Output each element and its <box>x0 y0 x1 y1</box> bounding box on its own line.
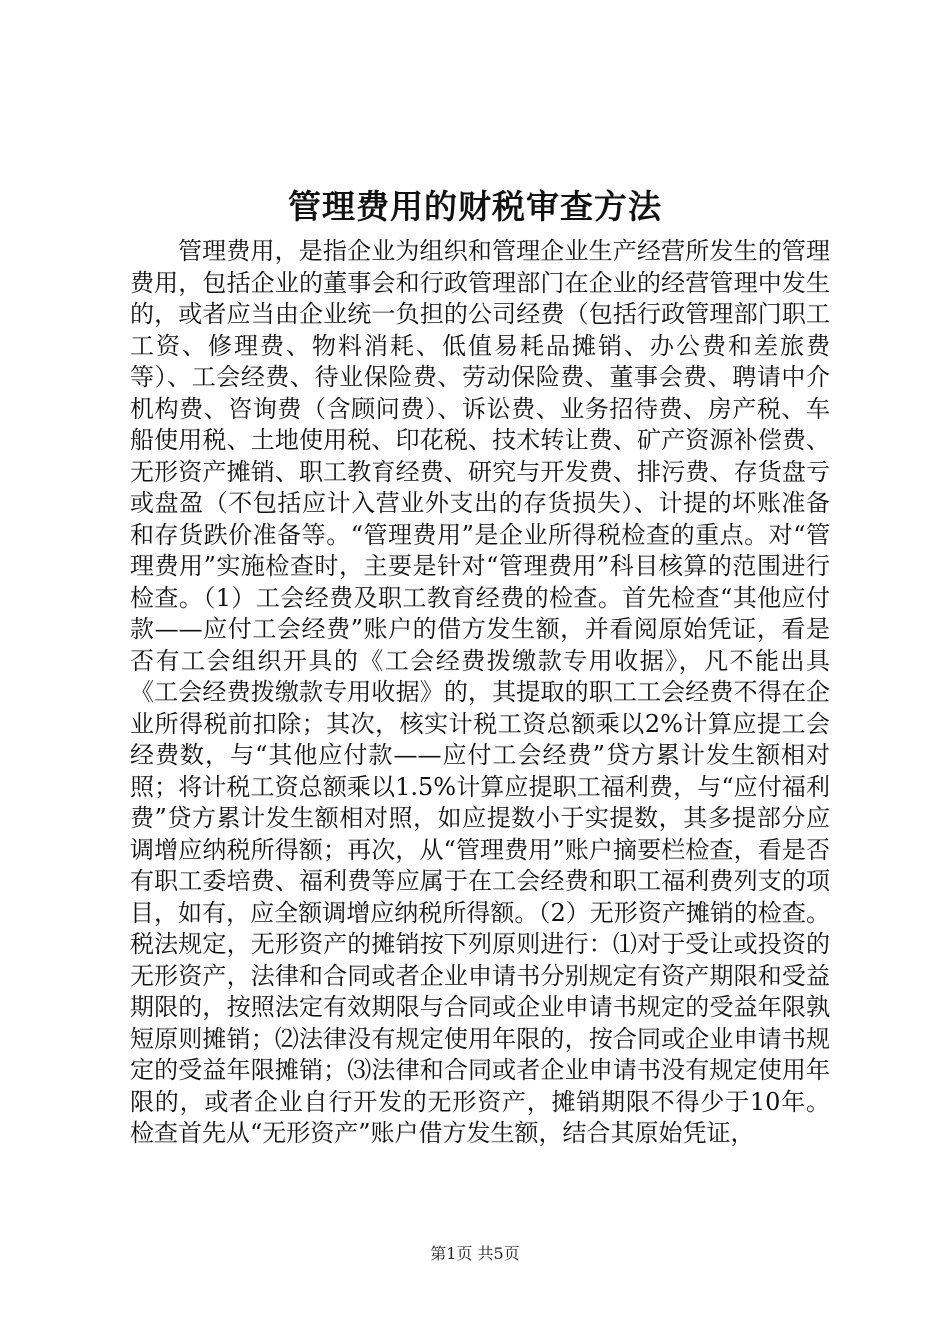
page-number-footer: 第1页 共5页 <box>430 1244 520 1263</box>
document-body-paragraph: 管理费用，是指企业为组织和管理企业生产经营所发生的管理费用，包括企业的董事会和行政管理部门在企业的经营管理中发生的，或者应当由企业统一负担的公司经费（包括行政管理部门职工工资、修理费、物料消耗、低值易耗品摊销、办公费和差旅费等）、工会经费、待业保险费、劳动保险费、董事会费、聘请中介机构费、咨询费（含顾问费）、诉讼费、业务招待费、房产税、车船使用税、土地使用税、印花税、技术转让费、矿产资源补偿费、无形资产摊销、职工教育经费、研究与开发费、排污费、存货盘亏或盘盈（不包括应计入营业外支出的存货损失）、计提的坏账准备和存货跌价准备等。“管理费用”是企业所得税检查的重点。对“管理费用”实施检查时，主要是针对“管理费用”科目核算的范围进行检查。（1）工会经费及职工教育经费的检查。首先检查“其他应付款——应付工会经费”账户的借方发生额，并看阅原始凭证，看是否有工会组织开具的《工会经费拨缴款专用收据》，凡不能出具《工会经费拨缴款专用收据》的，其提取的职工工会经费不得在企业所得税前扣除；其次，核实计税工资总额乘以2%计算应提工会经费数，与“其他应付款——应付工会经费”贷方累计发生额相对照；将计税工资总额乘以1.5%计算应提职工福利费，与“应付福利费”贷方累计发生额相对照，如应提数小于实提数，其多提部分应调增应纳税所得额；再次，从“管理费用”账户摘要栏检查，看是否有职工委培费、福利费等应属于在工会经费和职工福利费列支的项目，如有，应全额调增应纳税所得额。（2）无形资产摊销的检查。税法规定，无形资产的摊销按下列原则进行：⑴对于受让或投资的无形资产，法律和合同或者企业申请书分别规定有资产期限和受益期限的，按照法定有效期限与合同或企业申请书规定的受益年限孰短原则摊销；⑵法律没有规定使用年限的，按合同或企业申请书规定的受益年限摊销；⑶法律和合同或者企业申请书没有规定使用年限的，或者企业自行开发的无形资产，摊销期限不得少于10年。检查首先从“无形资产”账户借方发生额，结合其原始凭证， <box>130 237 830 1147</box>
document-title: 管理费用的财税审查方法 <box>288 187 662 226</box>
